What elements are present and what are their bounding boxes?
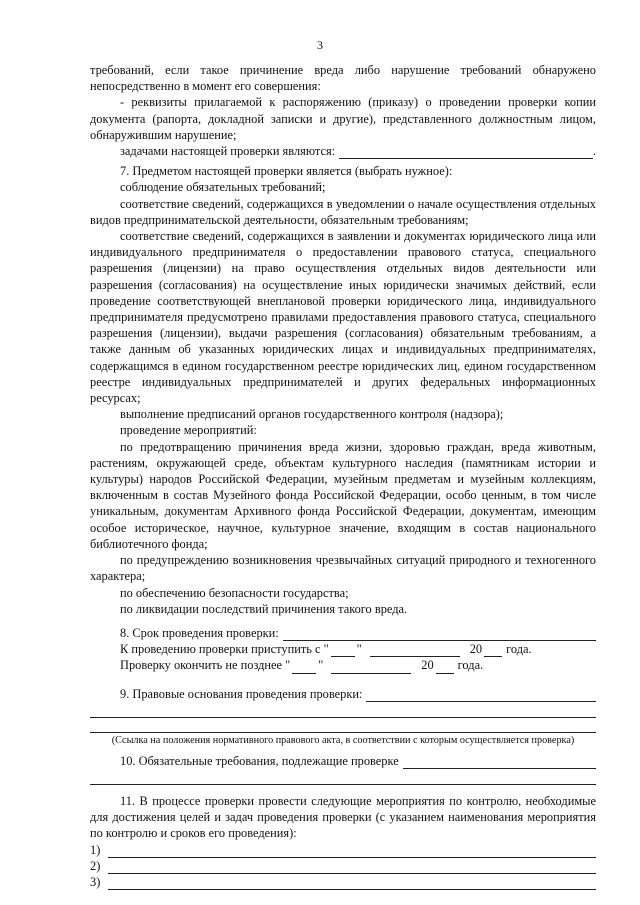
end-year-suffix: года. <box>457 658 484 673</box>
start-month-field[interactable] <box>370 644 460 657</box>
measure-line-3 <box>90 874 596 890</box>
start-year-prefix: 20 <box>469 642 483 657</box>
tasks-field[interactable] <box>339 146 593 159</box>
start-year-field[interactable] <box>484 644 502 657</box>
measure-field[interactable] <box>108 845 596 858</box>
requirements-line <box>90 753 596 769</box>
end-year-field[interactable] <box>436 661 454 674</box>
paragraph: выполнение предписаний органов государственного контроля (надзора); <box>120 407 504 422</box>
measure-field[interactable] <box>108 861 596 874</box>
end-date-prefix: Проверку окончить не позднее " <box>120 658 291 673</box>
period-field[interactable] <box>283 628 596 641</box>
section-heading: 7. Предметом настоящей проверки является (выбрать нужное): <box>120 164 453 179</box>
start-date-quote: " <box>356 642 362 657</box>
start-date-line <box>90 641 596 657</box>
measure-line-1 <box>90 842 596 858</box>
page-number: 3 <box>317 38 323 52</box>
legal-basis-line <box>90 686 596 702</box>
measure-field[interactable] <box>108 877 596 890</box>
document-body <box>90 62 596 890</box>
measure-number: 3) <box>90 874 101 889</box>
paragraph: 11. В процессе проверки провести следующие мероприятия по контролю, необходимые для достижения целей и задач проведения проверки (с указанием наименования мероприятия по контролю и сроков его проведения): <box>90 793 596 841</box>
period-line <box>90 625 596 641</box>
end-date-line <box>90 657 596 673</box>
measure-line-2 <box>90 858 596 874</box>
paragraph: соответствие сведений, содержащихся в уведомлении о начале осуществления отдельных видов предпринимательской деятельности, обязательным требованиям; <box>90 196 596 227</box>
paragraph: проведение мероприятий: <box>120 423 257 438</box>
paragraph: по ликвидации последствий причинения такого вреда. <box>120 601 408 616</box>
measure-number: 1) <box>90 842 101 857</box>
legal-basis-field[interactable] <box>366 689 596 702</box>
tasks-label: задачами настоящей проверки являются: <box>120 144 336 159</box>
start-date-prefix: К проведению проверки приступить с " <box>120 642 329 657</box>
legal-basis-label: 9. Правовые основания проведения проверки: <box>120 686 363 701</box>
paragraph: по предупреждению возникновения чрезвычайных ситуаций природного и техногенного характера; <box>90 553 596 584</box>
legal-basis-caption: (Ссылка на положения нормативного правового акта, в соответствии с которым осуществляется проверка) <box>111 734 575 746</box>
tasks-end: . <box>592 144 596 159</box>
paragraph: требований, если такое причинение вреда либо нарушение требований обнаружено непосредственно в момент его совершения: <box>90 63 596 94</box>
end-month-field[interactable] <box>331 661 411 674</box>
measure-number: 2) <box>90 858 101 873</box>
legal-basis-field-2[interactable] <box>90 702 596 718</box>
paragraph: - реквизиты прилагаемой к распоряжению (приказу) о проведении проверки копии документа (рапорта, докладной записки и другие), представленного должностным лицом, обнаружившим нарушение; <box>90 95 596 142</box>
legal-basis-field-3[interactable] <box>90 718 596 733</box>
end-day-field[interactable] <box>292 661 316 674</box>
paragraph: соответствие сведений, содержащихся в заявлении и документах юридического лица или индивидуального предпринимателя о предоставлении правового статуса, специального разрешения (лицензии) на право осуществления отдельных видов деятельности или разрешения (согласования) на осуществление иных юридически значимых действий, если проведение соответствующей внеплановой проверки юридического лица, индивидуального предпринимателя предусмотрено правилами предоставления правового статуса, специального разрешения (лицензии), выдачи разрешения (согласования) обязательным требованиям, а также данным об указанных юридических лицах и индивидуальных предпринимателях, содержащимся в едином государственном реестре юридических лиц, едином государственном реестре индивидуальных предпринимателей и других федеральных информационных ресурсах; <box>90 229 596 406</box>
requirements-field-2[interactable] <box>90 769 596 785</box>
paragraph: по предотвращению причинения вреда жизни, здоровью граждан, вреда животным, растениям, окружающей среде, объектам культурного наследия (памятникам истории и культуры) народов Российской Федерации, музейным предметам и музейным коллекциям, включенным в состав Музейного фонда Российской Федерации, особо ценным, в том числе уникальным, документам Архивного фонда Российской Федерации, документам, имеющим особое историческое, научное, культурное значение, входящим в состав национального библиотечного фонда; <box>90 439 596 551</box>
end-year-prefix: 20 <box>421 658 434 673</box>
requirements-field[interactable] <box>403 756 596 769</box>
tasks-line <box>90 143 596 159</box>
end-date-quote: " <box>318 658 324 673</box>
start-year-suffix: года. <box>506 642 532 657</box>
period-label: 8. Срок проведения проверки: <box>120 625 279 640</box>
paragraph: по обеспечению безопасности государства; <box>120 585 349 600</box>
start-day-field[interactable] <box>331 644 355 657</box>
requirements-label: 10. Обязательные требования, подлежащие проверке <box>120 753 399 768</box>
paragraph: соблюдение обязательных требований; <box>120 180 326 195</box>
